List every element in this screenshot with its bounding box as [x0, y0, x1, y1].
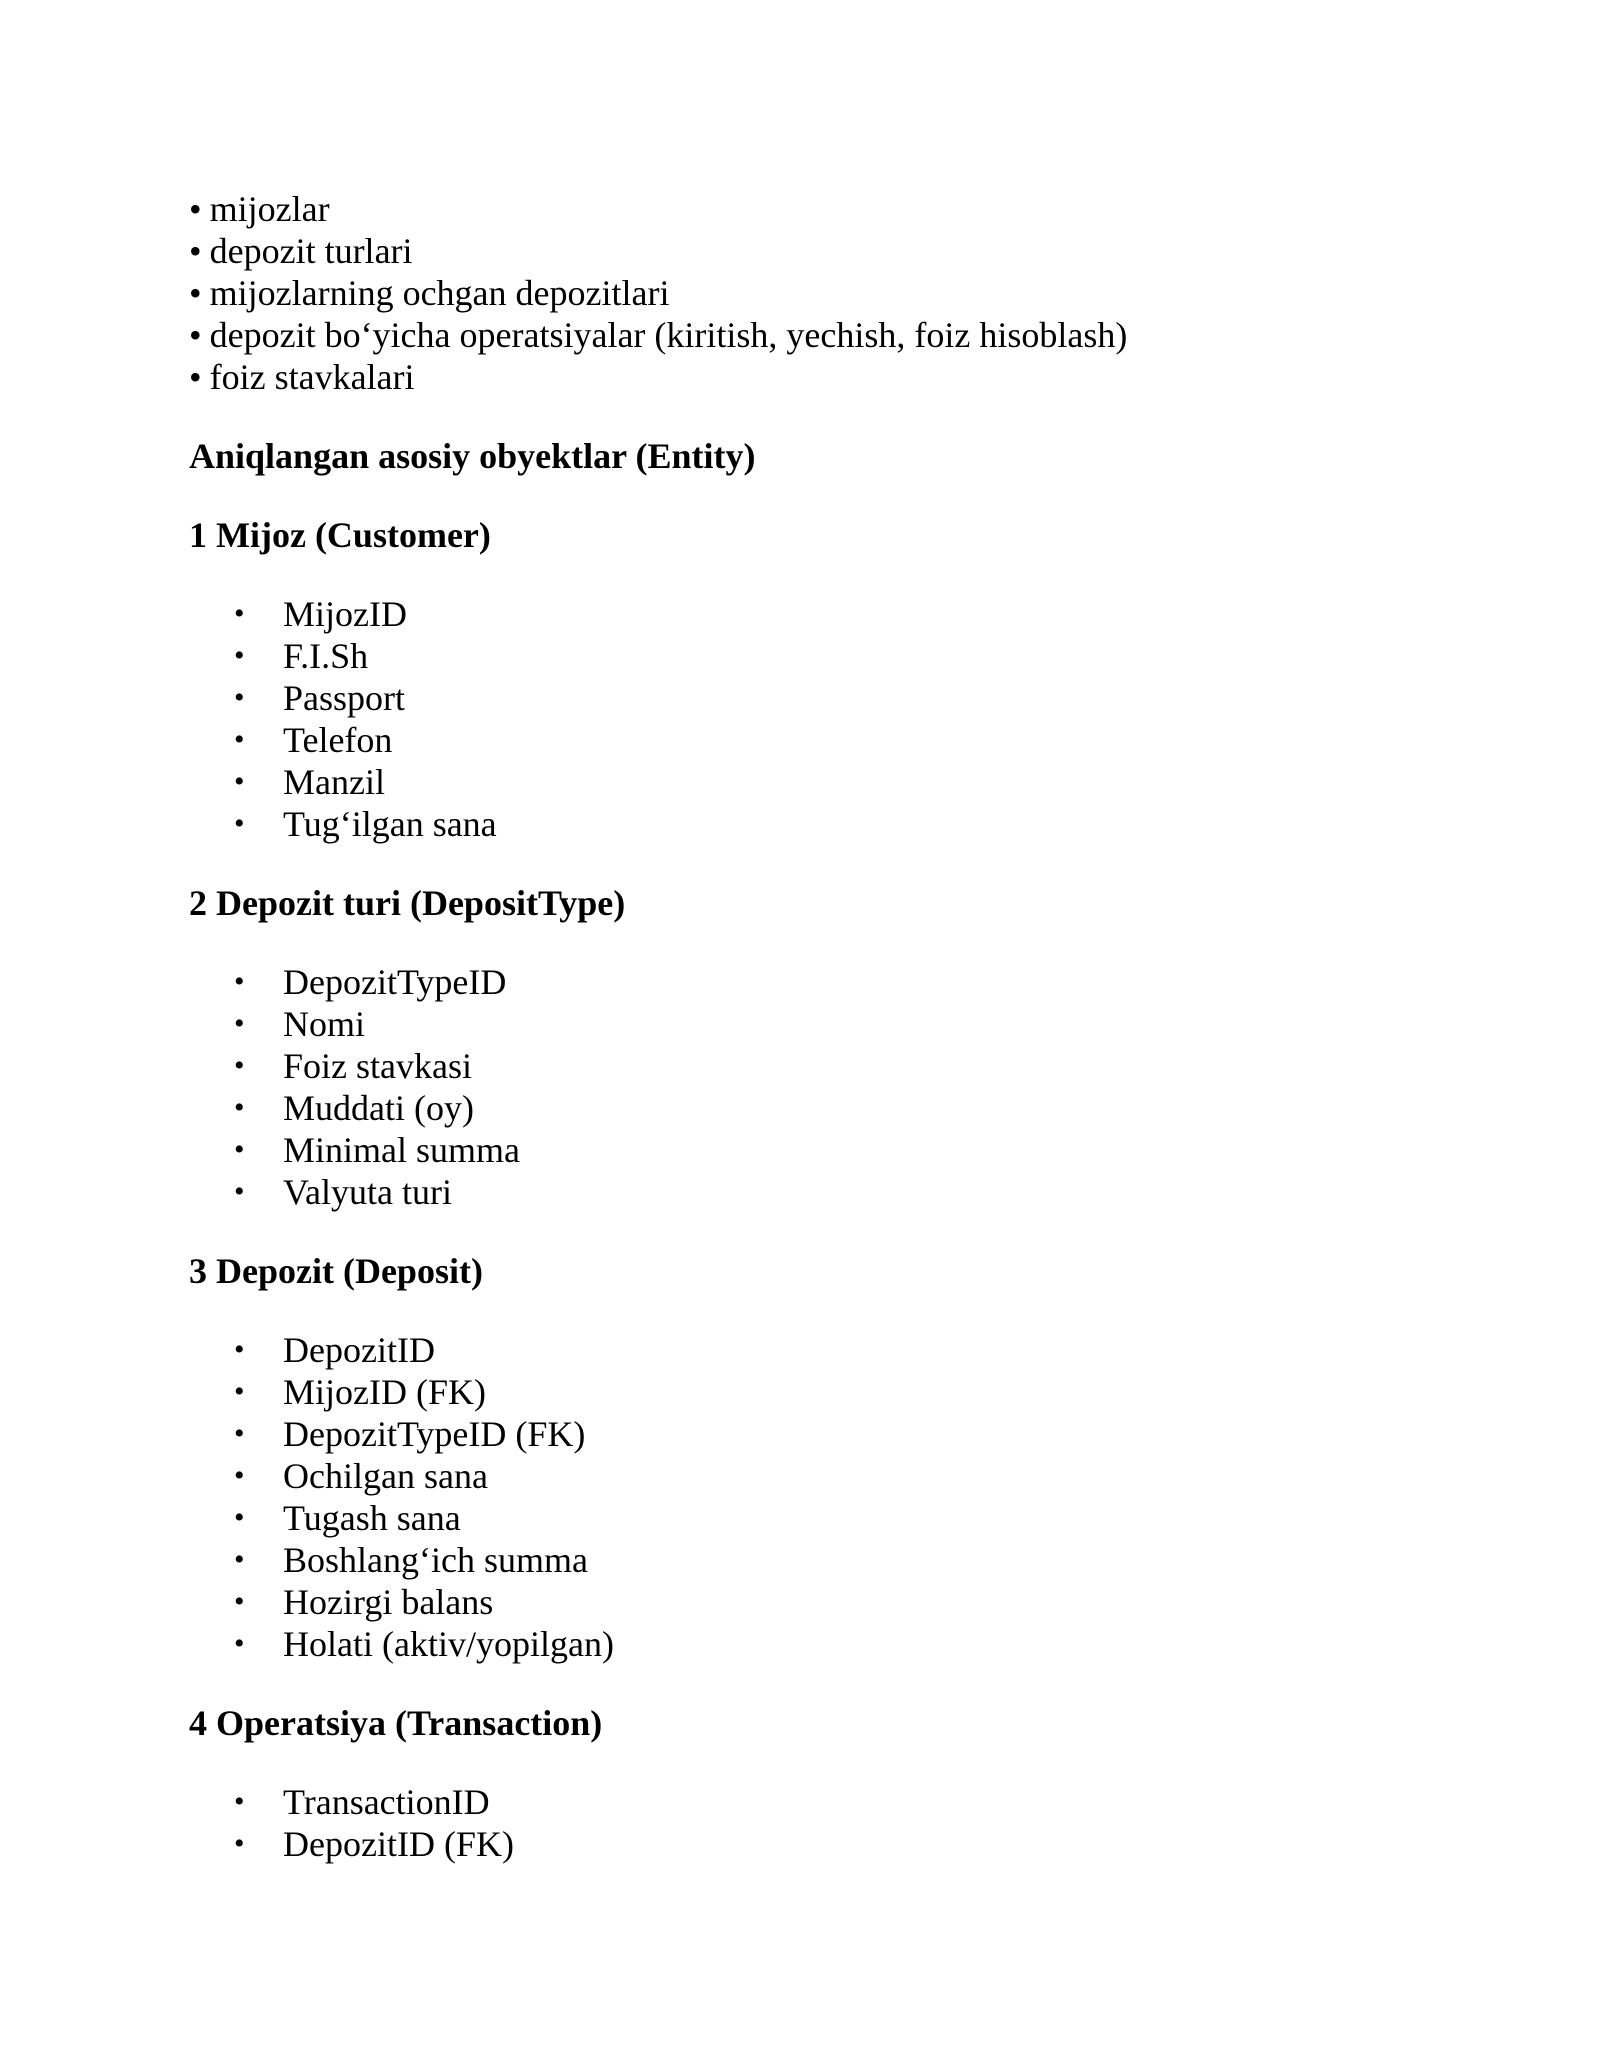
attribute-item — [189, 1455, 1489, 1497]
entities-heading: Aniqlangan asosiy obyektlar (Entity) — [189, 436, 756, 476]
bullet-icon: • — [234, 597, 245, 630]
attribute-text: Hozirgi balans — [283, 1582, 494, 1622]
attribute-text: Valyuta turi — [283, 1172, 452, 1212]
attribute-list-deposit-type — [189, 961, 1489, 1213]
intro-item — [189, 356, 1489, 398]
attribute-item — [189, 1371, 1489, 1413]
attribute-item — [189, 677, 1489, 719]
bullet-icon: • — [189, 315, 202, 355]
attribute-text: Passport — [283, 678, 406, 718]
bullet-icon: • — [234, 1417, 245, 1450]
attribute-item — [189, 635, 1489, 677]
bullet-icon: • — [234, 1543, 245, 1576]
attribute-text: TransactionID — [283, 1782, 490, 1822]
attribute-text: Tugash sana — [283, 1498, 461, 1538]
attribute-item — [189, 961, 1489, 1003]
attribute-item — [189, 1413, 1489, 1455]
intro-item-text: foiz stavkalari — [209, 357, 415, 397]
bullet-icon: • — [234, 1175, 245, 1208]
bullet-icon: • — [189, 231, 202, 271]
attribute-list-deposit — [189, 1329, 1489, 1665]
attribute-text: DepozitID (FK) — [283, 1824, 514, 1864]
attribute-text: Foiz stavkasi — [283, 1046, 472, 1086]
attribute-text: MijozID — [283, 594, 407, 634]
attribute-item — [189, 719, 1489, 761]
attribute-text: Manzil — [283, 762, 385, 802]
bullet-icon: • — [234, 765, 245, 798]
intro-item — [189, 230, 1489, 272]
attribute-text: Tug‘ilgan sana — [283, 804, 497, 844]
attribute-item — [189, 1539, 1489, 1581]
attribute-text: DepozitTypeID — [283, 962, 507, 1002]
attribute-text: DepozitID — [283, 1330, 435, 1370]
bullet-icon: • — [234, 1627, 245, 1660]
section-title-deposit-type: 2 Depozit turi (DepositType) — [189, 883, 626, 923]
attribute-text: MijozID (FK) — [283, 1372, 486, 1412]
attribute-item — [189, 1129, 1489, 1171]
document-page — [189, 188, 1489, 1865]
intro-item — [189, 272, 1489, 314]
attribute-item — [189, 593, 1489, 635]
attribute-item — [189, 1087, 1489, 1129]
bullet-icon: • — [234, 965, 245, 998]
bullet-icon: • — [234, 1091, 245, 1124]
bullet-icon: • — [234, 639, 245, 672]
bullet-icon: • — [189, 189, 202, 229]
section-title-deposit: 3 Depozit (Deposit) — [189, 1251, 483, 1291]
attribute-item — [189, 1329, 1489, 1371]
attribute-item — [189, 1497, 1489, 1539]
bullet-icon: • — [234, 1049, 245, 1082]
attribute-text: Ochilgan sana — [283, 1456, 488, 1496]
attribute-list-customer — [189, 593, 1489, 845]
bullet-icon: • — [234, 1585, 245, 1618]
attribute-text: Boshlang‘ich summa — [283, 1540, 588, 1580]
attribute-item — [189, 1003, 1489, 1045]
attribute-item — [189, 1781, 1489, 1823]
attribute-item — [189, 1171, 1489, 1213]
attribute-text: DepozitTypeID (FK) — [283, 1414, 586, 1454]
bullet-icon: • — [234, 1375, 245, 1408]
bullet-icon: • — [234, 1501, 245, 1534]
intro-item-text: depozit turlari — [209, 231, 413, 271]
attribute-text: F.I.Sh — [283, 636, 369, 676]
bullet-icon: • — [234, 1133, 245, 1166]
attribute-item — [189, 1045, 1489, 1087]
section-title-transaction: 4 Operatsiya (Transaction) — [189, 1703, 603, 1743]
attribute-item — [189, 1823, 1489, 1865]
attribute-text: Muddati (oy) — [283, 1088, 474, 1128]
intro-item — [189, 314, 1489, 356]
intro-list — [189, 188, 1489, 398]
bullet-icon: • — [234, 1333, 245, 1366]
attribute-text: Minimal summa — [283, 1130, 520, 1170]
attribute-item — [189, 803, 1489, 845]
attribute-text: Nomi — [283, 1004, 366, 1044]
section-title-customer: 1 Mijoz (Customer) — [189, 515, 491, 555]
attribute-item — [189, 1581, 1489, 1623]
bullet-icon: • — [234, 1827, 245, 1860]
attribute-text: Telefon — [283, 720, 393, 760]
bullet-icon: • — [234, 681, 245, 714]
bullet-icon: • — [189, 273, 202, 313]
intro-item — [189, 188, 1489, 230]
bullet-icon: • — [234, 1459, 245, 1492]
attribute-text: Holati (aktiv/yopilgan) — [283, 1624, 614, 1664]
bullet-icon: • — [234, 1007, 245, 1040]
intro-item-text: mijozlar — [209, 189, 330, 229]
bullet-icon: • — [234, 1785, 245, 1818]
attribute-item — [189, 1623, 1489, 1665]
bullet-icon: • — [234, 807, 245, 840]
intro-item-text: mijozlarning ochgan depozitlari — [209, 273, 670, 313]
bullet-icon: • — [189, 357, 202, 397]
attribute-item — [189, 761, 1489, 803]
intro-item-text: depozit bo‘yicha operatsiyalar (kiritish, yechish, foiz hisoblash) — [209, 315, 1128, 355]
attribute-list-transaction — [189, 1781, 1489, 1865]
bullet-icon: • — [234, 723, 245, 756]
